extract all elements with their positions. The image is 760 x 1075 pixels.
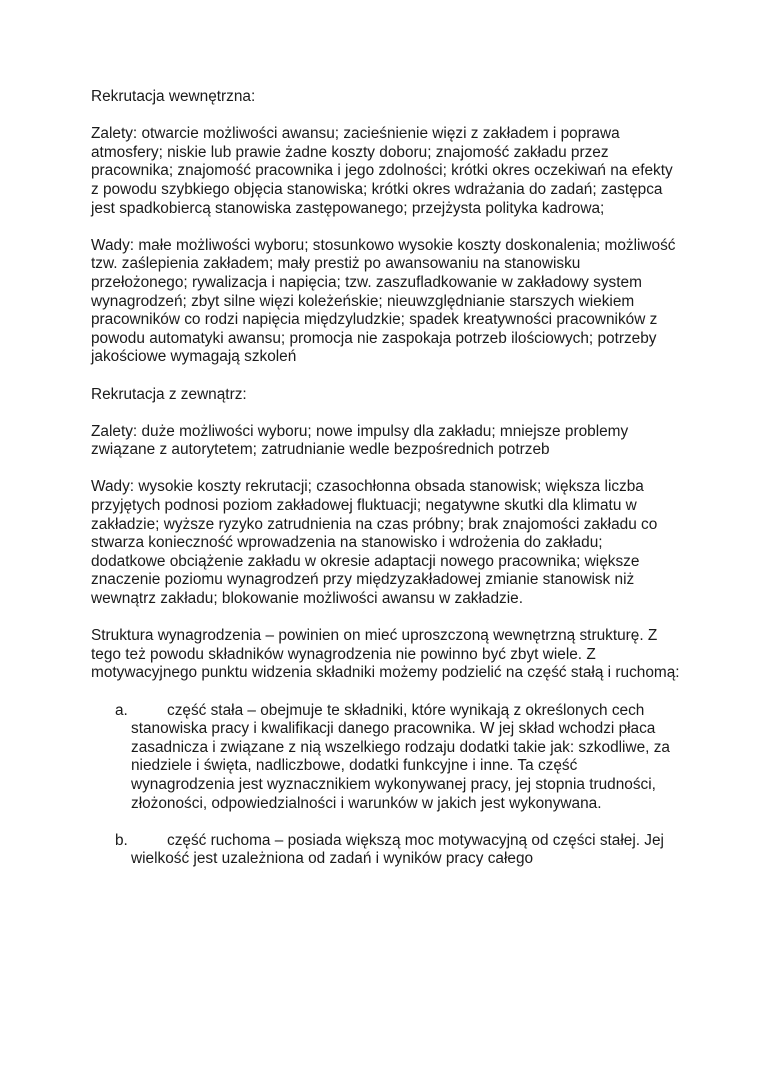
internal-recruitment-cons: Wady: małe możliwości wyboru; stosunkowo wysokie koszty doskonalenia; możliwość tzw. zaślepienia zakładem; mały prestiż po awansowaniu na stanowisku przełożonego; rywalizacja i napięcia; tzw. zaszufladkowanie w zakładowy system wynagrodzeń; zbyt silne więzi koleżeńskie; nieuwzględnianie starszych wiekiem pracowników co rodzi napięcia międzyludzkie; spadek kreatywności pracowników z powodu automatyki awansu; promocja nie zaspokaja potrzeb ilościowych; potrzeby jakościowe wymagają szkoleń [91,236,676,366]
external-recruitment-pros: Zalety: duże możliwości wyboru; nowe impulsy dla zakładu; mniejsze problemy związane z autorytetem; zatrudnianie wedle bezpośrednich potrzeb [91,422,629,459]
salary-structure-intro: Struktura wynagrodzenia – powinien on mieć uproszczoną wewnętrzną strukturę. Z tego też powodu składników wynagrodzenia nie powinno być zbyt wiele. Z motywacyjnego punktu widzenia składniki możemy podzielić na część stałą i ruchomą: [91,627,680,682]
external-recruitment-heading: Rekrutacja z zewnątrz: [91,385,247,403]
list-item-text: część ruchoma – posiada większą moc motywacyjną od części stałej. Jej wielkość jest uzależniona od zadań i wyników pracy całego [131,831,664,868]
internal-recruitment-pros: Zalety: otwarcie możliwości awansu; zacieśnienie więzi z zakładem i poprawa atmosfery; niskie lub prawie żadne koszty doboru; znajomość zakładu przez pracownika; znajomość pracownika i jego zdolności; krótki okres oczekiwań na efekty z powodu szybkiego objęcia stanowiska; krótki okres wdrażania do zadań; zastępca jest spadkobiercą stanowiska zastępowanego; przejżysta polityka kadrowa; [91,125,673,217]
list-item [91,832,681,869]
internal-recruitment-heading: Rekrutacja wewnętrzna: [91,88,256,105]
list-item-text: część stała – obejmuje te składniki, które wynikają z określonych cech stanowiska pracy i kwalifikacji danego pracownika. W jej skład wchodzi płaca zasadnicza i związane z nią wszelkiego rodzaju dodatki takie jak: szkodliwe, za niedziele i święta, nadliczbowe, dodatki funkcyjne i inne. Ta część wynagrodzenia jest wyznacznikiem wykonywanej pracy, jej stopnia trudności, złożoności, odpowiedzialności i warunków w jakich jest wykonywana. [131,701,670,812]
salary-components-list [91,702,681,869]
list-marker: a. [115,701,128,719]
list-item [91,702,681,814]
external-recruitment-cons: Wady: wysokie koszty rekrutacji; czasochłonna obsada stanowisk; większa liczba przyjętych podnosi poziom zakładowej fluktuacji; negatywne skutki dla klimatu w zakładzie; wyższe ryzyko zatrudnienia na czas próbny; brak znajomości zakładu co stwarza konieczność wprowadzenia na stanowisko i wdrożenia do zakładu; dodatkowe obciążenie zakładu w okresie adaptacji nowego pracownika; większe znaczenie poziomu wynagrodzeń przy międzyzakładowej zmianie stanowisk niż wewnątrz zakładu; blokowanie możliwości awansu w zakładzie. [91,478,658,608]
list-marker: b. [115,831,128,849]
document-page [91,88,681,888]
